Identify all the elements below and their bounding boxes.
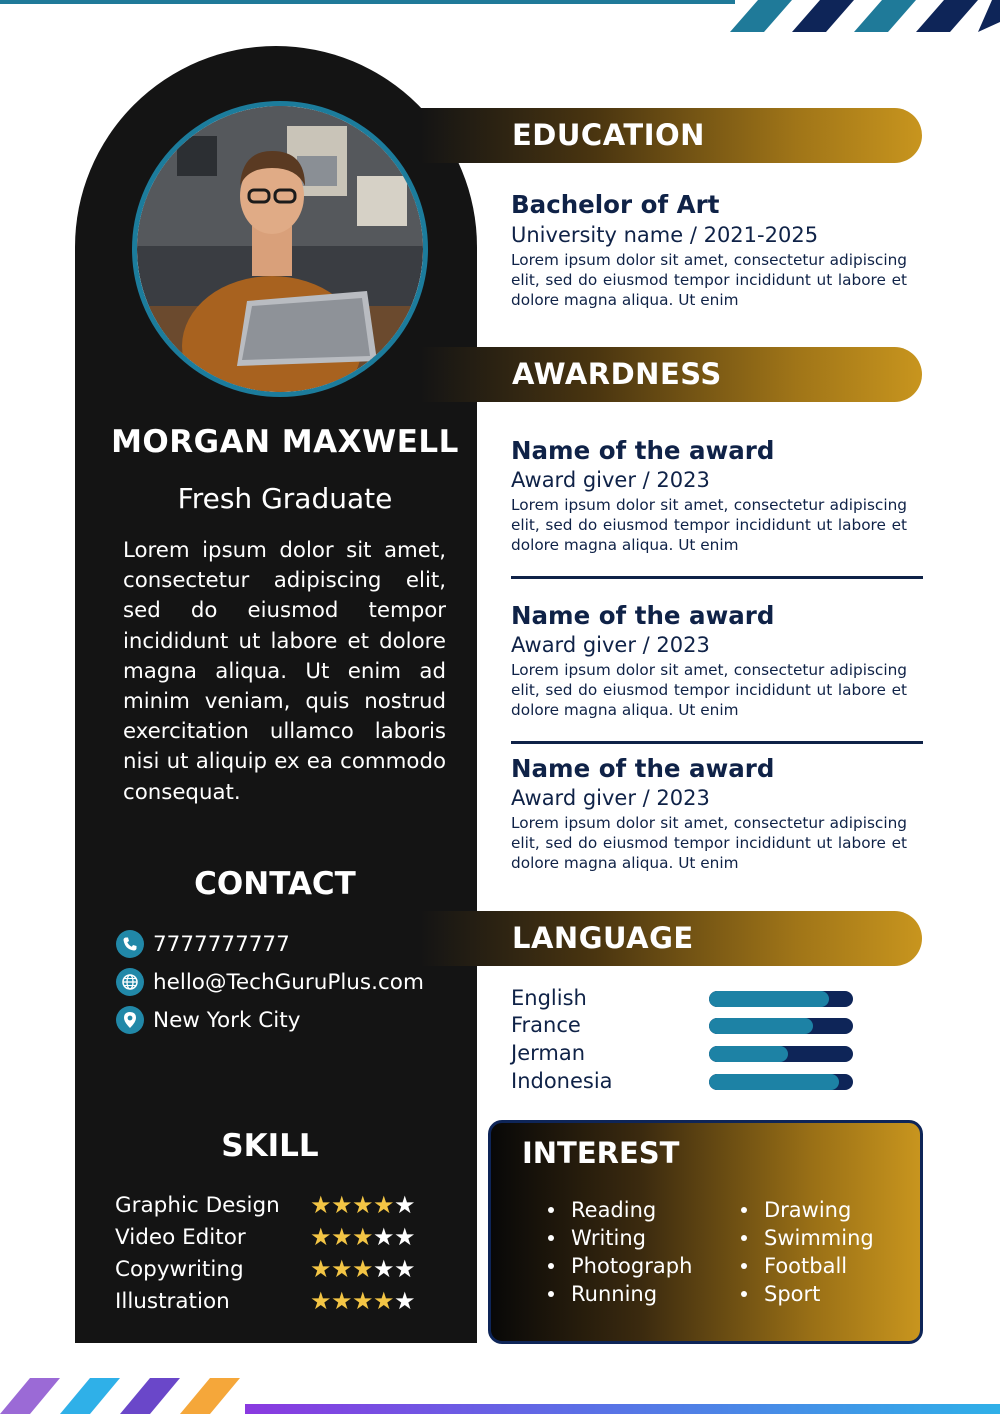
education-header [420, 108, 922, 163]
profile-photo [132, 101, 428, 397]
skill-rating [310, 1289, 415, 1313]
interest-label: Swimming [764, 1226, 874, 1250]
bullet-icon [741, 1207, 747, 1213]
bullet-icon [548, 1235, 554, 1241]
award-divider [511, 576, 923, 579]
top-accent-line [0, 0, 735, 4]
language-level-fill [709, 1074, 839, 1090]
star-icon: ★ [310, 1223, 332, 1251]
skill-row [115, 1190, 415, 1220]
skill-row [115, 1222, 415, 1252]
education-detail: University name / 2021-2025 [511, 223, 819, 247]
profile-summary: Lorem ipsum dolor sit amet, consectetur adipiscing elit, sed do eiusmod tempor incididunt ut labore et dolore magna aliqua. Ut enim ad minim veniam, quis nostrud exercitation ullamco laboris nisi ut aliquip ex ea commodo consequat. [123, 538, 446, 805]
skill-name: Illustration [115, 1288, 230, 1314]
star-icon: ★ [352, 1191, 374, 1219]
top-stripes-decoration [730, 0, 1000, 32]
education-heading: EDUCATION [512, 118, 705, 152]
language-level-fill [709, 991, 829, 1007]
contact-phone-text: 7777777777 [153, 931, 290, 957]
star-icon: ★ [331, 1223, 353, 1251]
awards-header [420, 347, 922, 402]
star-icon: ★ [331, 1287, 353, 1315]
bullet-icon [548, 1263, 554, 1269]
interest-item [741, 1198, 851, 1222]
award-description: Lorem ipsum dolor sit amet, consectetur adipiscing elit, sed do eiusmod tempor incididunt ut labore et dolore magna aliqua. Ut enim [511, 496, 907, 554]
star-icon: ★ [394, 1287, 416, 1315]
skill-heading: SKILL [221, 1128, 319, 1164]
interest-label: Reading [571, 1198, 657, 1222]
profile-role: Fresh Graduate [177, 482, 393, 515]
awards-heading: AWARDNESS [512, 357, 722, 391]
language-name: English [511, 986, 587, 1010]
skill-name: Graphic Design [115, 1192, 280, 1218]
star-icon: ★ [373, 1287, 395, 1315]
language-level-bar [709, 1018, 853, 1034]
interest-item [741, 1226, 874, 1250]
interest-item [741, 1254, 847, 1278]
skill-rating [310, 1257, 415, 1281]
profile-photo-illustration [137, 106, 423, 392]
bullet-icon [548, 1291, 554, 1297]
bottom-stripes-decoration [0, 1378, 250, 1414]
language-name: France [511, 1013, 581, 1037]
interest-item [548, 1254, 692, 1278]
star-icon: ★ [394, 1191, 416, 1219]
contact-email[interactable] [116, 968, 424, 996]
interest-item [548, 1226, 646, 1250]
language-row [511, 1043, 856, 1065]
award-name: Name of the award [511, 436, 775, 465]
language-heading: LANGUAGE [512, 921, 694, 955]
skill-row [115, 1286, 415, 1316]
interest-label: Drawing [764, 1198, 852, 1222]
star-icon: ★ [373, 1191, 395, 1219]
skill-row [115, 1254, 415, 1284]
award-divider [511, 741, 923, 744]
star-icon: ★ [310, 1255, 332, 1283]
award-detail: Award giver / 2023 [511, 633, 710, 657]
interest-label: Photograph [571, 1254, 693, 1278]
language-level-bar [709, 1074, 853, 1090]
interest-label: Writing [571, 1226, 646, 1250]
star-icon: ★ [394, 1255, 416, 1283]
phone-icon [116, 930, 144, 958]
language-row [511, 988, 856, 1010]
education-description: Lorem ipsum dolor sit amet, consectetur adipiscing elit, sed do eiusmod tempor incididunt ut labore et dolore magna aliqua. Ut enim [511, 251, 907, 309]
star-icon: ★ [310, 1287, 332, 1315]
language-level-bar [709, 1046, 853, 1062]
award-detail: Award giver / 2023 [511, 468, 710, 492]
star-icon: ★ [352, 1223, 374, 1251]
skill-rating [310, 1225, 415, 1249]
star-icon: ★ [394, 1223, 416, 1251]
globe-icon [116, 968, 144, 996]
education-degree: Bachelor of Art [511, 190, 720, 219]
star-icon: ★ [310, 1191, 332, 1219]
skill-name: Video Editor [115, 1224, 246, 1250]
award-description: Lorem ipsum dolor sit amet, consectetur adipiscing elit, sed do eiusmod tempor incididunt ut labore et dolore magna aliqua. Ut enim [511, 661, 907, 719]
award-detail: Award giver / 2023 [511, 786, 710, 810]
contact-email-text: hello@TechGuruPlus.com [153, 969, 424, 995]
bullet-icon [548, 1207, 554, 1213]
star-icon: ★ [331, 1191, 353, 1219]
interest-heading: INTEREST [522, 1136, 680, 1170]
skill-rating [310, 1193, 415, 1217]
language-name: Indonesia [511, 1069, 613, 1093]
language-header [420, 911, 922, 966]
bullet-icon [741, 1235, 747, 1241]
bullet-icon [741, 1263, 747, 1269]
star-icon: ★ [373, 1255, 395, 1283]
profile-name: MORGAN MAXWELL [111, 424, 459, 460]
location-pin-icon [116, 1006, 144, 1034]
language-name: Jerman [511, 1041, 586, 1065]
bullet-icon [741, 1291, 747, 1297]
interest-item [741, 1282, 820, 1306]
award-name: Name of the award [511, 754, 775, 783]
language-row [511, 1071, 856, 1093]
award-description: Lorem ipsum dolor sit amet, consectetur adipiscing elit, sed do eiusmod tempor incididunt ut labore et dolore magna aliqua. Ut enim [511, 814, 907, 872]
star-icon: ★ [352, 1287, 374, 1315]
interest-item [548, 1282, 657, 1306]
contact-location-text: New York City [153, 1007, 301, 1033]
skill-name: Copywriting [115, 1256, 244, 1282]
star-icon: ★ [331, 1255, 353, 1283]
language-level-fill [709, 1018, 813, 1034]
bottom-accent-line [245, 1404, 1000, 1414]
contact-heading: CONTACT [194, 866, 356, 902]
star-icon: ★ [352, 1255, 374, 1283]
language-level-bar [709, 991, 853, 1007]
contact-location[interactable] [116, 1006, 300, 1034]
language-level-fill [709, 1046, 788, 1062]
contact-phone[interactable] [116, 930, 290, 958]
interest-item [548, 1198, 656, 1222]
interest-label: Football [764, 1254, 848, 1278]
award-name: Name of the award [511, 601, 775, 630]
star-icon: ★ [373, 1223, 395, 1251]
language-row [511, 1015, 856, 1037]
interest-label: Running [571, 1282, 658, 1306]
interest-label: Sport [764, 1282, 821, 1306]
